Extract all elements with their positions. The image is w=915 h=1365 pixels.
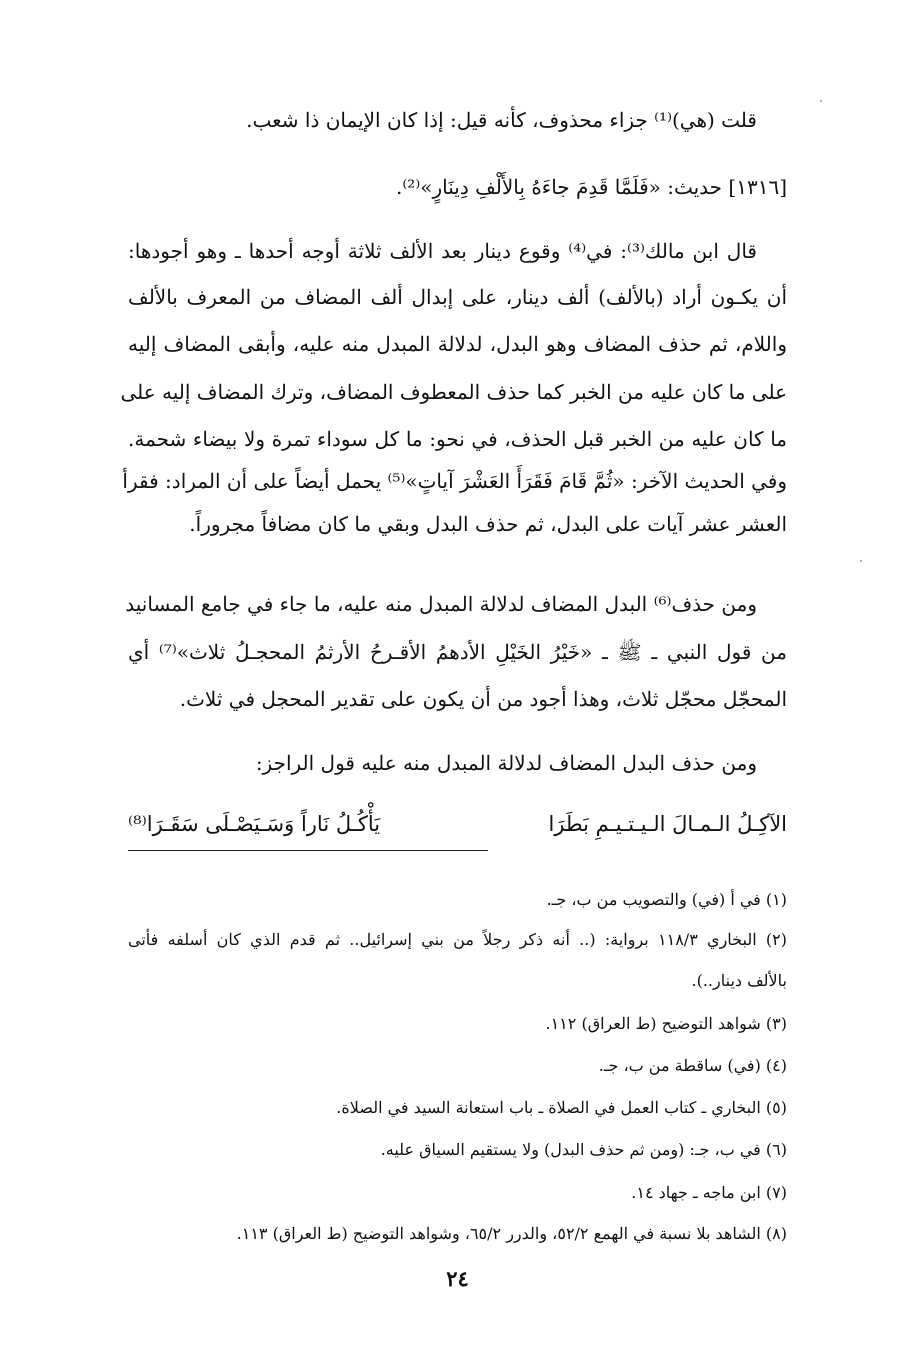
body-line-12: المحجّل محجّل ثلاث، وهذا أجود من أن يكون على تقدير المحجل في ثلاث.: [179, 687, 787, 711]
footnote-3: (٣) شواهد التوضيح (ط العراق) ١١٢.: [545, 1014, 787, 1033]
body-line-13: ومن حذف البدل المضاف لدلالة المبدل منه عليه قول الراجز:: [255, 751, 757, 775]
body-line-7: ما كان عليه من الخبر قبل الحذف، في نحو: ما كل سوداء تمرة ولا بيضاء شحمة.: [128, 427, 787, 451]
body-line-1: قلت (هي)⁽¹⁾ جزاء محذوف، كأنه قيل: إذا كان الإيمان ذا شعب.: [246, 108, 757, 132]
body-line-3: قال ابن مالك⁽³⁾: في⁽⁴⁾ وقوع دينار بعد الألف ثلاثة أوجه أحدها ـ وهو أجودها:: [128, 239, 757, 263]
body-line-5: واللام، ثم حذف المضاف وهو البدل، لدلالة المبدل منه عليه، وأبقى المضاف إليه: [128, 332, 787, 356]
verse-first-hemistich: الآكِـلُ الـمـالَ الـيـتـيـمِ بَطَرَا: [548, 812, 787, 836]
footnote-8: (٨) الشاهد بلا نسبة في الهمع ٥٢/٢، والدرر ٦٥/٢، وشواهد التوضيح (ط العراق) ١١٣.: [236, 1224, 787, 1243]
body-line-8: وفي الحديث الآخر: «ثُمَّ قَامَ فَقَرَأَ العَشْرَ آياتٍ»⁽⁵⁾ يحمل أيضاً على أن المراد: فقرأ: [122, 469, 787, 493]
paper-speck: [860, 560, 862, 562]
paper-speck: [820, 100, 822, 102]
poetry-verse: [128, 806, 787, 842]
footnote-2-continued: بالألف دينار..).: [691, 971, 787, 990]
footnote-2: (٢) البخاري ١١٨/٣ برواية: (.. أنه ذكر رجلاً من بني إسرائيل.. ثم قدم الذي كان أسلفه فأتى: [128, 930, 788, 949]
footnote-5: (٥) البخاري ـ كتاب العمل في الصلاة ـ باب استعانة السيد في الصلاة.: [336, 1098, 787, 1117]
body-line-4: أن يكـون أراد (بالألف) ألف دينار، على إبدال ألف المضاف من المعرف بالألف: [128, 285, 787, 309]
hadith-heading-1316: [١٣١٦] حديث: «فَلَمَّا قَدِمَ جاءَهُ بِالأَلْفِ دِينَارٍ»⁽²⁾.: [396, 175, 787, 199]
body-line-9: العشر عشر آيات على البدل، ثم حذف البدل وبقي ما كان مضافاً مجروراً.: [189, 512, 787, 536]
page-number: ٢٤: [446, 1266, 469, 1291]
footnote-1: (١) في أ (في) والتصويب من ب، جـ.: [546, 890, 787, 909]
verse-second-hemistich: يَأْكُـلُ نَاراً وَسَـيَصْـلَى سَقَـرَا⁽⁸⁾: [128, 812, 381, 836]
footnote-4: (٤) (في) ساقطة من ب، جـ.: [598, 1056, 787, 1075]
body-line-6: على ما كان عليه من الخبر كما حذف المعطوف المضاف، وترك المضاف إليه على: [120, 380, 787, 404]
footnote-6: (٦) في ب، جـ: (ومن ثم حذف البدل) ولا يستقيم السياق عليه.: [380, 1140, 787, 1159]
footnote-7: (٧) ابن ماجه ـ جهاد ١٤.: [631, 1183, 787, 1202]
footnote-separator: [128, 850, 488, 851]
body-line-11: من قول النبي ـ ﷺ ـ «خَيْرُ الخَيْلِ الأدهمُ الأقـرحُ الأرثمُ المحجـلُ ثلاث»⁽⁷⁾ أي: [128, 640, 787, 664]
body-line-10: ومن حذف⁽⁶⁾ البدل المضاف لدلالة المبدل منه عليه، ما جاء في جامع المسانيد: [125, 592, 757, 616]
